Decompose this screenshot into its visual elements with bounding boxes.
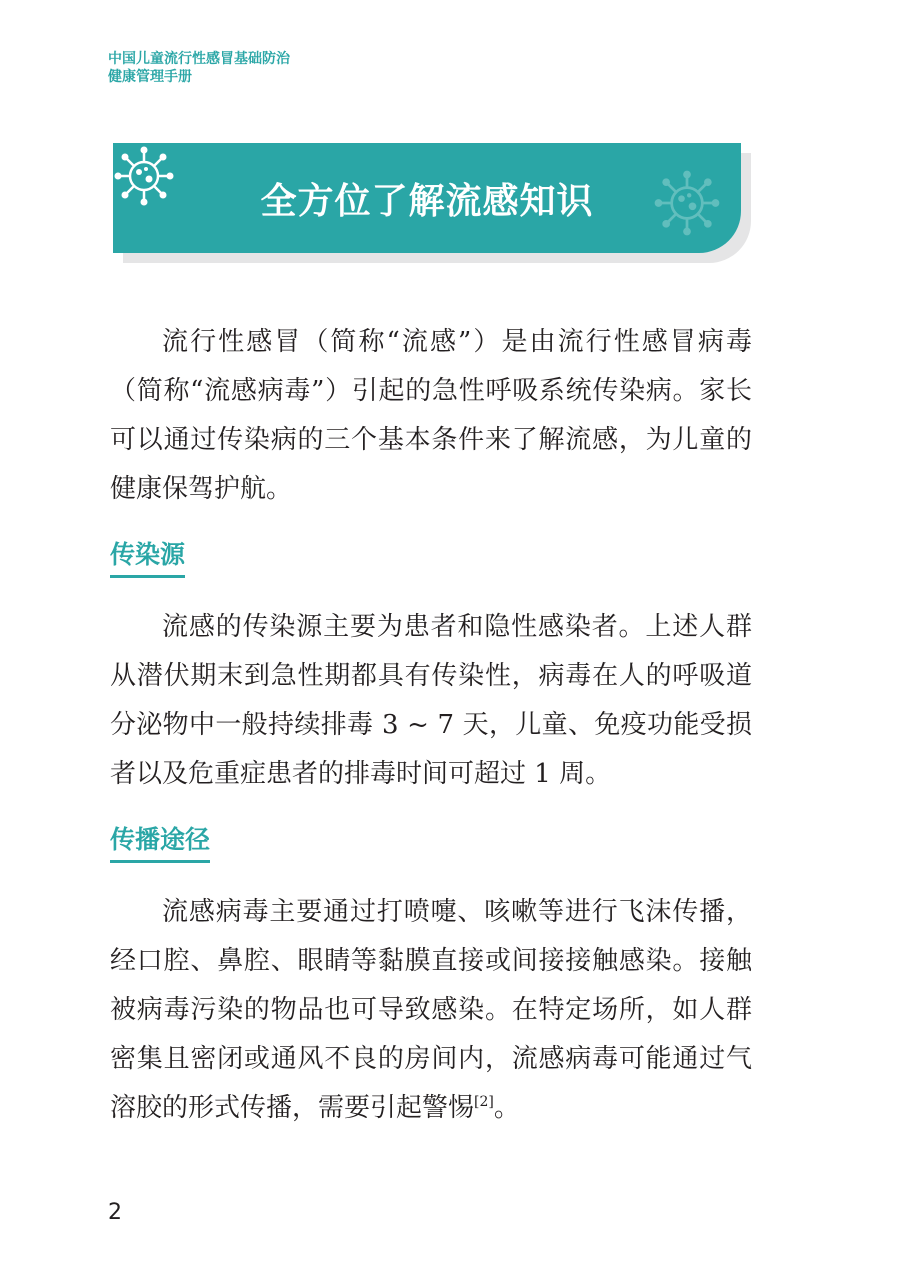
page-number: 2 (108, 1200, 122, 1225)
running-head (108, 50, 290, 86)
running-head-line1: 中国儿童流行性感冒基础防治 (108, 51, 290, 67)
section-heading-source: 传染源 (110, 540, 185, 578)
citation-marker: [2] (474, 1094, 494, 1110)
transmission-text: 流感病毒主要通过打喷嚏、咳嗽等进行飞沫传播，经口腔、鼻腔、眼睛等黏膜直接或间接接触感染。接触被病毒污染的物品也可导致感染。在特定场所，如人群密集且密闭或通风不良的房间内，流感病毒可能通过气溶胶的形式传播，需要引起警惕 (110, 897, 752, 1123)
section-body-source: 流感的传染源主要为患者和隐性感染者。上述人群从潜伏期末到急性期都具有传染性，病毒在人的呼吸道分泌物中一般持续排毒 3 ~ 7 天，儿童、免疫功能受损者以及危重症患者的排毒时间可超过 1 周。 (110, 612, 752, 789)
banner-title: 全方位了解流感知识 (260, 180, 594, 222)
running-head-line2: 健康管理手册 (108, 69, 192, 85)
intro-paragraph: 流行性感冒（简称“流感”）是由流行性感冒病毒（简称“流感病毒”）引起的急性呼吸系统传染病。家长可以通过传染病的三个基本条件来了解流感，为儿童的健康保驾护航。 (110, 327, 752, 504)
end-punctuation: 。 (493, 1093, 520, 1123)
section-heading-transmission: 传播途径 (110, 825, 210, 863)
virus-icon (653, 169, 721, 237)
section-body-transmission (110, 888, 752, 1133)
section-banner (113, 143, 741, 253)
